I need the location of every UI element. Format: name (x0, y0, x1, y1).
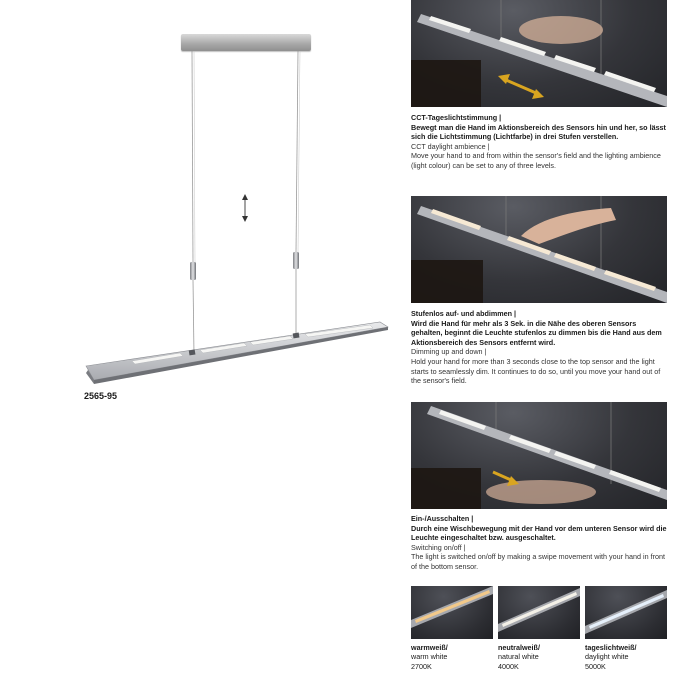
color-label-neutral (498, 643, 584, 671)
feature-text-de: Durch eine Wischbewegung mit der Hand vor dem unteren Sensor wird die Leuchte eingeschaltet bzw. ausgeschaltet. (411, 523, 667, 543)
feature-title-de: CCT-Tageslichtstimmung | (411, 113, 502, 122)
up-down-arrow-icon (242, 194, 248, 222)
feature-photo-cct (411, 0, 667, 107)
color-name-en: warm white (411, 652, 448, 662)
left-height-adjuster (190, 262, 196, 280)
feature-title-de: Stufenlos auf- und abdimmen | (411, 309, 517, 318)
color-name-de: tageslichtweiß/ (585, 643, 637, 652)
right-height-adjuster (293, 252, 299, 269)
hand-motion-image (519, 16, 603, 44)
color-tile-warm (411, 586, 493, 639)
right-wire (296, 51, 298, 252)
color-name-de: warmweiß/ (411, 643, 448, 652)
color-tile-neutral (498, 586, 580, 639)
hand-swipe-image (486, 480, 596, 504)
left-right-arrow-icon (498, 74, 544, 99)
chair-back (411, 468, 481, 509)
color-label-warm (411, 643, 497, 671)
color-kelvin: 5000K (585, 661, 606, 671)
feature-text-de: Bewegt man die Hand im Aktionsbereich des Sensors hin und her, so lässt sich die Lichtstimmung (Lichtfarbe) in drei Stufen verstellen. (411, 122, 666, 142)
left-wire (192, 51, 193, 262)
hand-image (521, 208, 616, 244)
light-panel-daylight (589, 594, 664, 629)
feature-text-en: Move your hand to and from within the sensor's field and the lighting ambience (light colour) can be set to any of three levels. (411, 151, 661, 170)
lamp-bar (86, 322, 388, 384)
color-name-en: daylight white (585, 652, 629, 662)
color-name-en: natural white (498, 652, 539, 662)
feature-caption-cct (411, 113, 669, 171)
color-name-de: neutralweiß/ (498, 643, 540, 652)
feature-text-en: The light is switched on/off by making a swipe movement with your hand in front of the bottom sensor. (411, 552, 665, 571)
color-kelvin: 4000K (498, 661, 519, 671)
color-label-daylight (585, 643, 671, 671)
feature-text-de: Wird die Hand für mehr als 3 Sek. in die Nähe des oberen Sensors gehalten, beginnt die Leuchte stufenlos zu dimmen bis die Hand aus dem Aktionsbereich des Sensors entfernt wird. (411, 318, 662, 347)
chair-back (411, 260, 483, 303)
feature-photo-switching (411, 402, 667, 509)
color-tile-daylight (585, 586, 667, 639)
pendant-lamp-illustration (0, 0, 400, 400)
feature-photo-dimming (411, 196, 667, 303)
feature-caption-switching (411, 514, 669, 572)
color-kelvin: 2700K (411, 661, 432, 671)
feature-title-en: Dimming up and down | (411, 347, 487, 357)
chair-back (411, 60, 481, 107)
feature-title-en: CCT daylight ambience | (411, 141, 490, 151)
feature-title-en: Switching on/off | (411, 542, 466, 552)
feature-caption-dimming (411, 309, 669, 386)
model-number: 2565-95 (84, 391, 118, 401)
feature-text-en: Hold your hand for more than 3 seconds close to the top sensor and the light starts to seamlessly dim. It continues to do so, until you move your hand out of the sensor's field. (411, 356, 661, 386)
light-panel-neutral (502, 592, 577, 627)
feature-title-de: Ein-/Ausschalten | (411, 514, 474, 523)
light-panel-warm (415, 590, 490, 623)
